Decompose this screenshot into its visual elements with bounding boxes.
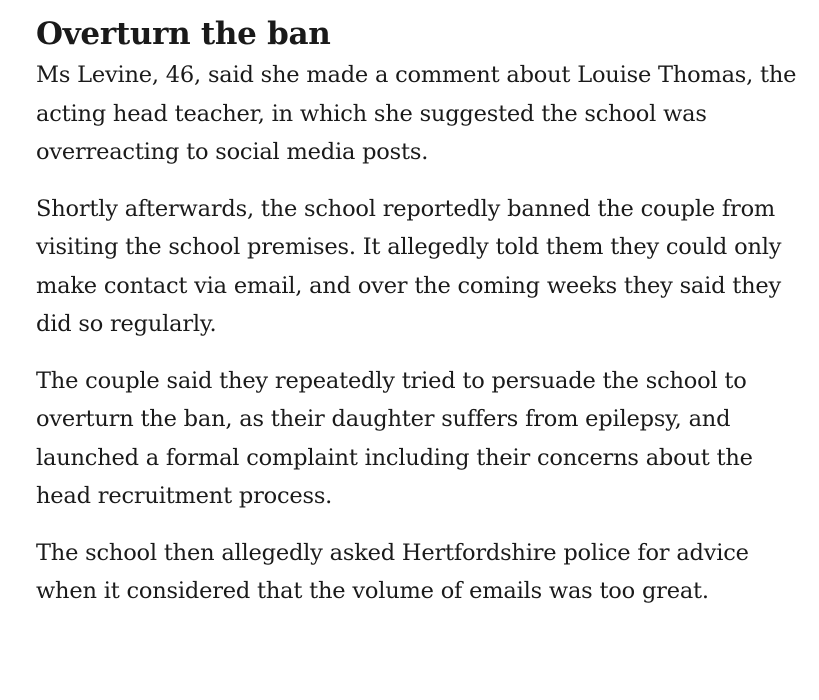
section-heading: Overturn the ban	[36, 16, 331, 52]
article-paragraph-3: The couple said they repeatedly tried to persuade the school to overturn the ban, as their daughter suffers from epilepsy, and launched a formal complaint including their concerns about the head recruitment process.	[36, 367, 753, 509]
article-paragraph-1: Ms Levine, 46, said she made a comment about Louise Thomas, the acting head teacher, in which she suggested the school was overreacting to social media posts.	[36, 62, 797, 165]
article-paragraph-2: Shortly afterwards, the school reportedly banned the couple from visiting the school premises. It allegedly told them they could only make contact via email, and over the coming weeks they said they did so regularly.	[36, 195, 782, 337]
article-paragraph-4: The school then allegedly asked Hertfordshire police for advice when it considered that the volume of emails was too great.	[36, 539, 749, 604]
article-body	[36, 12, 806, 629]
